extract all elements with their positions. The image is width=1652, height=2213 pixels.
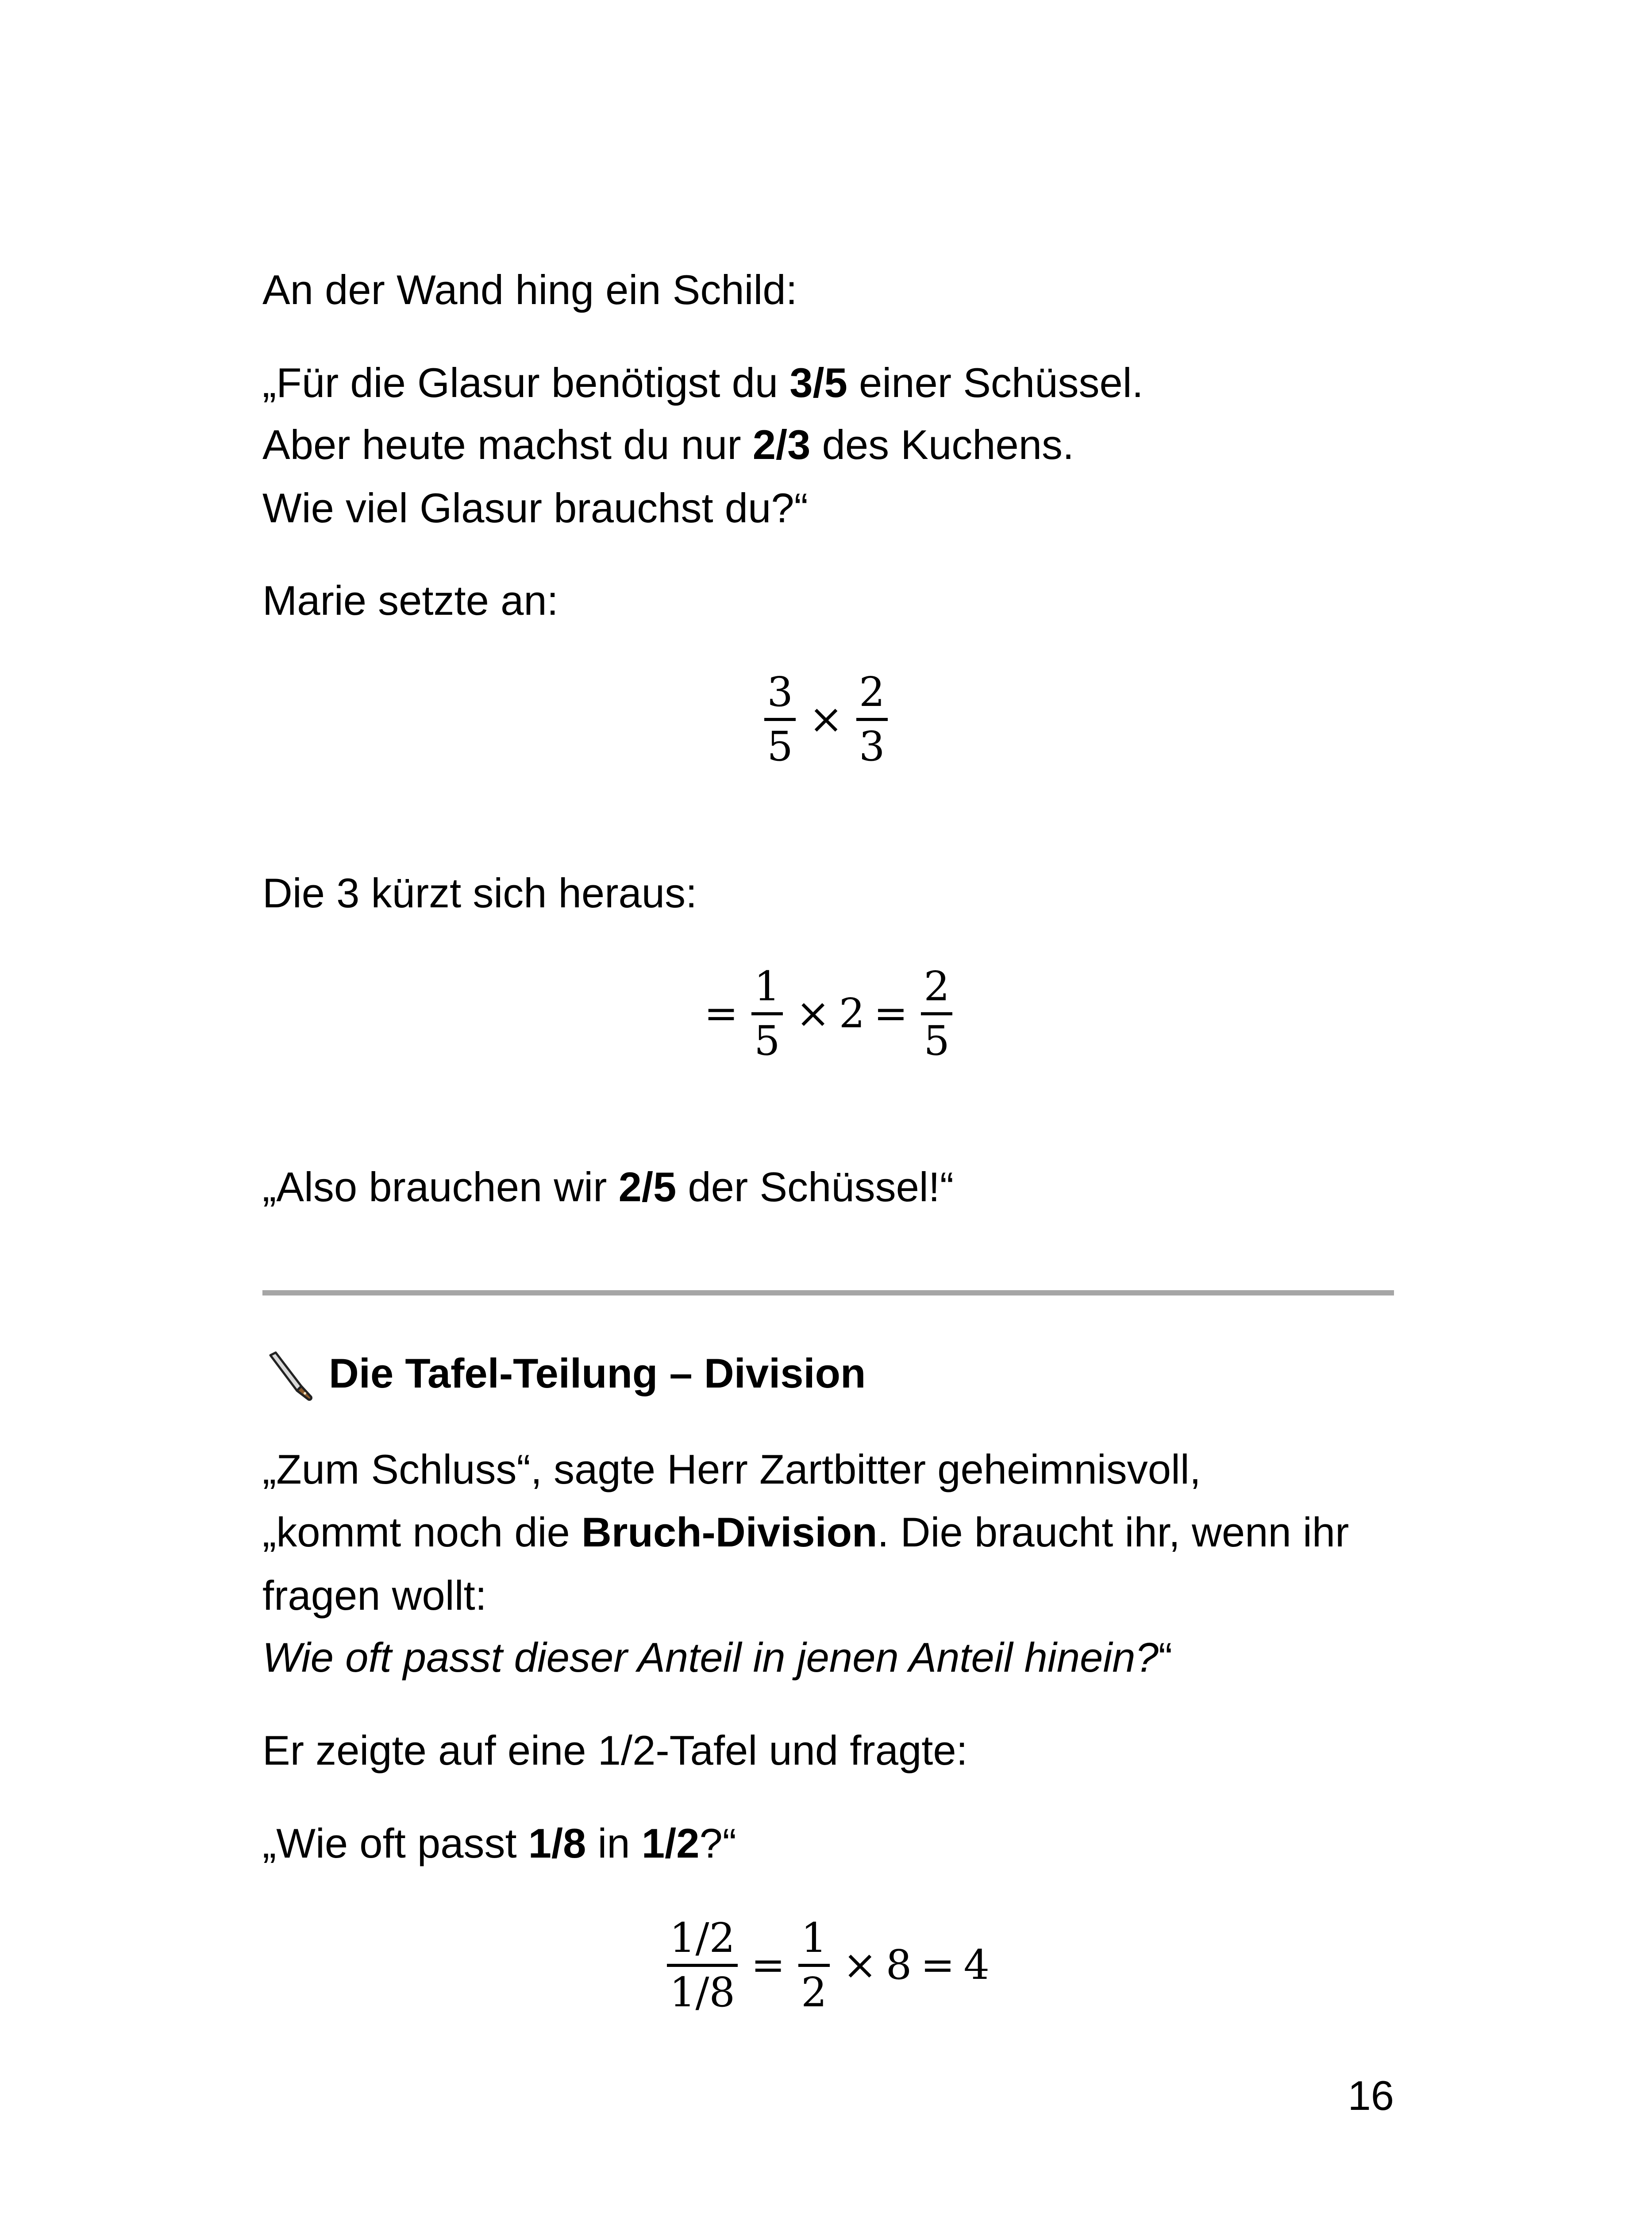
result: 4 [963, 1941, 990, 1989]
paragraph-line-4: Wie oft passt dieser Anteil in jenen Anteil hinein?“ [262, 1634, 1173, 1681]
text-line: An der Wand hing ein Schild: [262, 266, 797, 313]
times-operator: × [843, 1941, 877, 1989]
page-number: 16 [1348, 2072, 1394, 2119]
number: 2 [839, 990, 865, 1037]
equals-operator: = [704, 990, 739, 1037]
fraction: $\frac{2}{3}$ [856, 672, 888, 767]
fraction: $\frac{1/2}{1/8}$ [667, 1918, 738, 2013]
fraction: $\frac{1}{2}$ [798, 1918, 830, 2013]
equation-2 [0, 952, 1652, 1076]
sign-line-3: Wie viel Glasur brauchst du?“ [262, 485, 808, 531]
text-line: Er zeigte auf eine 1/2-Tafel und fragte: [262, 1727, 968, 1773]
paragraph-line-3: fragen wollt: [262, 1572, 487, 1619]
text-line: Marie setzte an: [262, 577, 558, 624]
text-line: „Also brauchen wir 2/5 der Schüssel!“ [262, 1164, 954, 1210]
number: 8 [886, 1941, 912, 1989]
paragraph-line-2: „kommt noch die Bruch-Division. Die braucht ihr, wenn ihr [262, 1509, 1349, 1555]
equals-operator: = [874, 990, 908, 1037]
paragraph-line-1: „Zum Schluss“, sagte Herr Zartbitter geheimnisvoll, [262, 1446, 1201, 1492]
equation-3 [0, 1903, 1652, 2027]
equation-1 [0, 657, 1652, 781]
horizontal-divider [262, 1290, 1394, 1295]
fraction: $\frac{1}{5}$ [751, 966, 783, 1061]
equals-operator: = [751, 1941, 786, 1989]
section-heading: Die Tafel-Teilung – Division [262, 1350, 866, 1403]
fraction: $\frac{3}{5}$ [764, 672, 796, 767]
times-operator: × [796, 990, 830, 1037]
sign-line-1: „Für die Glasur benötigst du 3/5 einer Schüssel. [262, 359, 1144, 406]
sign-line-2: Aber heute machst du nur 2/3 des Kuchens. [262, 421, 1074, 468]
question-line: „Wie oft passt 1/8 in 1/2?“ [262, 1820, 737, 1866]
fraction: $\frac{2}{5}$ [921, 966, 952, 1061]
knife-icon [262, 1350, 316, 1403]
equals-operator: = [920, 1941, 955, 1989]
times-operator: × [809, 695, 843, 743]
text-line: Die 3 kürzt sich heraus: [262, 870, 697, 916]
